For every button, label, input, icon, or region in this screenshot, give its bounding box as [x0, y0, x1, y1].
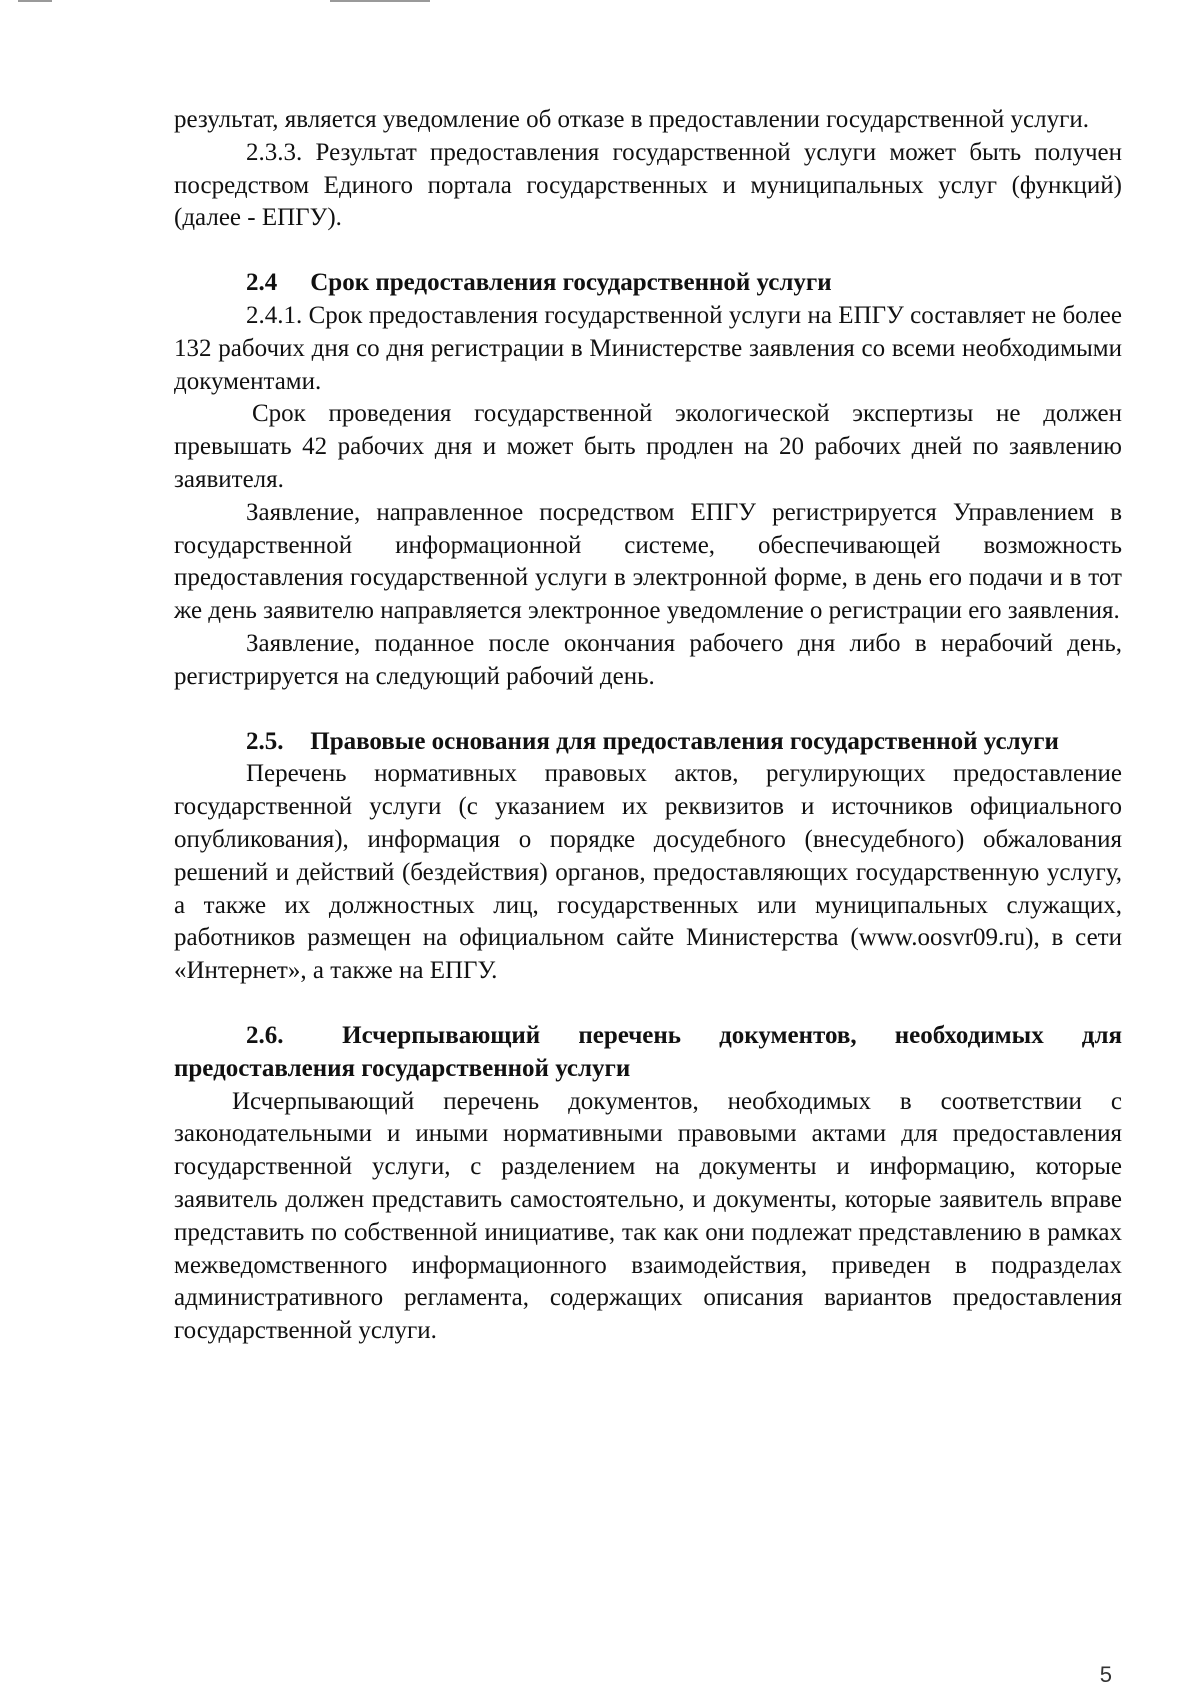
section-heading-2-5 — [174, 726, 1122, 759]
scan-artifact — [330, 0, 430, 2]
section-number: 2.5. — [246, 727, 284, 755]
section-heading-2-6 — [174, 1020, 1122, 1086]
page-number: 5 — [1099, 1662, 1112, 1687]
section-title: Исчерпывающий перечень документов, необходимых для предоставления государственной услуги — [174, 1021, 1123, 1082]
paragraph: Исчерпывающий перечень документов, необходимых в соответствии с законодательными и иными нормативными правовыми актами для предоставления государственной услуги, с разделением на документы и информацию, которые заявитель должен представить самостоятельно, и документы, которые заявитель вправе представить по собственной инициативе, так как они подлежат представлению в рамках межведомственного информационного взаимодействия, приведен в подразделах административного регламента, содержащих описания вариантов предоставления государственной услуги. — [174, 1087, 1122, 1345]
section-heading-2-4 — [174, 267, 1122, 300]
section-title: Срок предоставления государственной услуги — [310, 269, 832, 297]
spacer — [174, 988, 1122, 1020]
paragraph: Заявление, поданное после окончания рабочего дня либо в нерабочий день, регистрируется на следующий рабочий день. — [174, 629, 1122, 690]
paragraph: 2.4.1. Срок предоставления государственной услуги на ЕПГУ составляет не более 132 рабочих дня со дня регистрации в Министерстве заявления со всеми необходимыми документами. — [174, 301, 1122, 395]
paragraph: 2.3.3. Результат предоставления государственной услуги может быть получен посредством Единого портала государственных и муниципальных услуг (функций) (далее - ЕПГУ). — [174, 138, 1122, 232]
paragraph: Перечень нормативных правовых актов, регулирующих предоставление государственной услуги (с указанием их реквизитов и источников официального опубликования), информация о порядке досудебного (внесудебного) обжалования решений и действий (бездействия) органов, предоставляющих государственную услугу, а также их должностных лиц, государственных или муниципальных служащих, работников размещен на официальном сайте Министерства (www.oosvr09.ru), в сети «Интернет», а также на ЕПГУ. — [174, 760, 1122, 985]
paragraph: Срок проведения государственной экологической экспертизы не должен превышать 42 рабочих дня и может быть продлен на 20 рабочих дней по заявлению заявителя. — [174, 400, 1122, 493]
paragraph: результат, является уведомление об отказе в предоставлении государственной услуги. — [174, 106, 1090, 133]
section-number: 2.4 — [246, 269, 278, 297]
document-body — [174, 104, 1122, 1348]
paragraph: Заявление, направленное посредством ЕПГУ регистрируется Управлением в государственной информационной системе, обеспечивающей возможность предоставления государственной услуги в электронной форме, в день его подачи и в тот же день заявителю направляется электронное уведомление о регистрации его заявления. — [174, 498, 1122, 625]
scan-artifact — [18, 0, 52, 2]
section-number: 2.6. — [246, 1021, 284, 1049]
spacer — [174, 694, 1122, 726]
section-title: Правовые основания для предоставления государственной услуги — [310, 727, 1059, 755]
spacer — [174, 235, 1122, 267]
